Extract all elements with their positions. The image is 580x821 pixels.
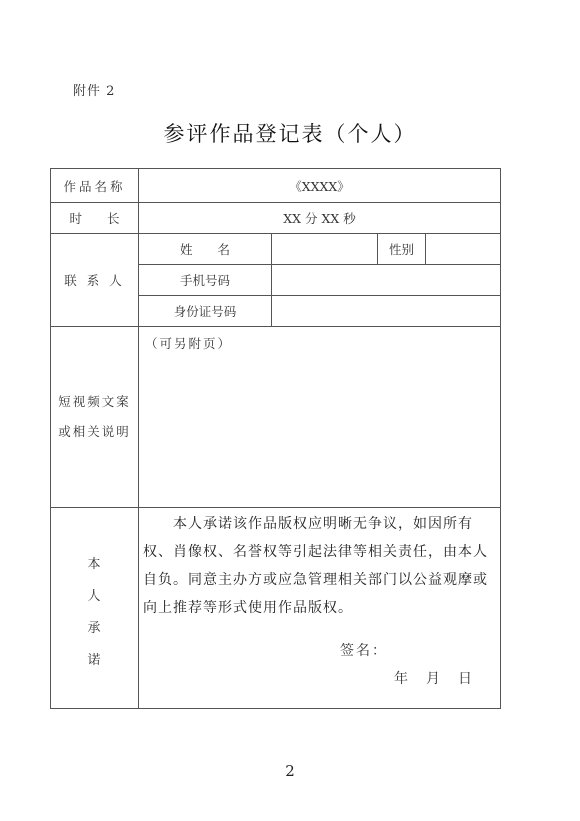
- contact-label: 联 系 人: [64, 273, 125, 288]
- pledge-label-char-4: 诺: [87, 653, 101, 668]
- name-label: 姓 名: [179, 242, 230, 257]
- work-name-value: 《XXXX》: [289, 178, 350, 194]
- form-title: 参评作品登记表（个人）: [163, 122, 417, 146]
- description-label-line2: 或相关说明: [58, 424, 131, 439]
- description-field[interactable]: [139, 327, 500, 507]
- description-label: [51, 327, 138, 507]
- pledge-text-block: [143, 510, 495, 622]
- description-note: （可另附页）: [145, 336, 233, 351]
- id-number-field[interactable]: [272, 296, 500, 326]
- duration-value: XX 分 XX 秒: [283, 211, 356, 226]
- pledge-text: 本人承诺该作品版权应明晰无争议，如因所有权、肖像权、名誉权等引起法律等相关责任，由本人自负。同意主办方或应急管理相关部门以公益观摩或向上推荐等形式使用作品版权。: [143, 516, 488, 616]
- gender-label: 性别: [388, 242, 414, 257]
- page-number: 2: [285, 762, 295, 780]
- id-number-label: 身份证号码: [173, 304, 237, 319]
- duration-label: 时 长: [69, 211, 120, 226]
- pledge-label-char-2: 人: [87, 589, 101, 604]
- pledge-label-char-3: 承: [87, 621, 101, 636]
- attachment-label: 附件 2: [73, 84, 116, 99]
- name-field[interactable]: [272, 234, 377, 264]
- pledge-label-char-1: 本: [87, 557, 101, 572]
- signature-label: 签名：: [340, 643, 388, 659]
- date-label: 年 月 日: [394, 671, 474, 687]
- gender-field[interactable]: [426, 234, 500, 264]
- phone-label: 手机号码: [179, 273, 230, 288]
- phone-field[interactable]: [272, 265, 500, 295]
- description-label-line1: 短视频文案: [58, 394, 131, 409]
- work-name-label: 作品名称: [63, 178, 126, 194]
